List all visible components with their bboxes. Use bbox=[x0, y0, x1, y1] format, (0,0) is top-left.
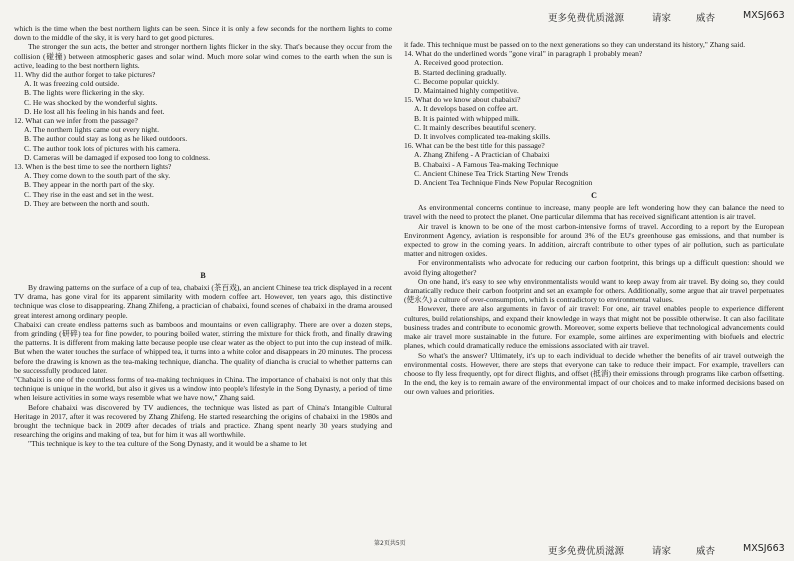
passage-c-paragraph: On one hand, it's easy to see why environmentalists would want to keep away from air travel. By doing so, they could dramatically reduce their carbon footprint and set an example for others. Additionally, some argue that air travel perpetuates (使永久) a culture of over-consumption, which is contradictory to environmental values. bbox=[404, 276, 784, 305]
passage-c-paragraph: As environmental concerns continue to increase, many people are left wondering how they can balance the need to travel with the need to protect the planet. One particular dilemma that has received significant attention is air travel. bbox=[404, 203, 784, 222]
question-option: D. It involves complicated tea-making skills. bbox=[414, 132, 551, 142]
header-watermark-text: 更多免费优质滋源 bbox=[548, 13, 625, 24]
passage-c-paragraph: For environmentalists who advocate for reducing our carbon footprint, this brings up a difficult question: should we avoid flying altogether? bbox=[404, 258, 784, 277]
question-14: 14. What do the underlined words "gone viral" in paragraph 1 probably mean? bbox=[404, 49, 643, 59]
question-option: B. Chabaixi - A Famous Tea-making Technique bbox=[414, 159, 559, 169]
passage-c-paragraph: However, there are also arguments in favor of air travel: For one, air travel enables people to experience different cultures, build relationships, and expand their knowledge in ways that might not be possible otherwise. It can also facilitate business trades and contribute to economic growth. Moreover, some experts believe that technological advancements could make air travel more sustainable in the future. For example, some airlines are experimenting with biofuels and electric planes, which could dramatically reduce the emissions associated with air travel. bbox=[404, 304, 784, 351]
question-option: D. Ancient Tea Technique Finds New Popular Recognition bbox=[414, 178, 593, 188]
passage-a-paragraph: which is the time when the best northern lights can be seen. Since it is only a few seconds for the northern lights to come down to the middle of the sky, it is very hard to get good pictures. bbox=[14, 24, 392, 43]
question-option: C. It mainly describes beautiful scenery. bbox=[414, 122, 537, 132]
passage-b-paragraph: Chabaixi can create endless patterns such as bamboos and mountains or even calligraphy. There are over a dozen steps, from grinding (研碎) tea for fine powder, to pouring boiled water, stirring the mixture for thick froth, and finally drawing the patterns. It is different from making latte because people use clear water as the object to put into the cup instead of milk. But when the water touches the surface of whipped tea, it turns into a white color and disappears in 20 minutes. The process before the drawing is known as the tea-making technique, diancha. The quality of diancha is crucial to whether patterns can be successfully produced later. bbox=[14, 319, 392, 375]
question-12: 12. What can we infer from the passage? bbox=[14, 116, 138, 126]
question-option: C. Become popular quickly. bbox=[414, 76, 499, 86]
question-option: A. It develops based on coffee art. bbox=[414, 104, 519, 114]
passage-b-paragraph: "This technique is key to the tea culture of the Song Dynasty, and it would be a shame to let bbox=[28, 439, 307, 449]
footer-watermark-text: 请家 bbox=[652, 546, 672, 557]
question-16: 16. What can be the best title for this passage? bbox=[404, 141, 545, 151]
section-heading-b: B bbox=[200, 271, 206, 280]
question-option: C. Ancient Chinese Tea Trick Starting New Trends bbox=[414, 168, 569, 178]
header-watermark-text: 威杏 bbox=[696, 13, 716, 24]
passage-b-paragraph: By drawing patterns on the surface of a cup of tea, chabaixi (茶百戏), an ancient Chinese tea trick displayed in a recent TV drama, has gone viral for its apparent similarity with modern coffee art. However, ten years ago, this distinctive technique was close to disappearing. Zhang Zhifeng, a practician of chabaixi, found scenes of chabaixi in the drama aroused great interest among ordinary people. bbox=[14, 283, 392, 320]
question-option: D. Cameras will be damaged if exposed too long to coldness. bbox=[24, 152, 211, 162]
passage-c-paragraph: Air travel is known to be one of the most carbon-intensive forms of travel. According to a report by the European Environment Agency, aviation is responsible for around 3% of the EU's greenhouse gas emissions, and that number is expected to grow in the coming years. In addition, aircraft contribute to other types of air pollution, such as particulate matter and nitrogen oxides. bbox=[404, 221, 784, 259]
passage-b-paragraph: Before chabaixi was discovered by TV audiences, the technique was listed as part of China's Intangible Cultural Heritage in 2017, after it was recovered by Zhang Zhifeng. He started researching the origins of chabaixi in the 1980s and brought the technique back in 2009 after decades of trials and practice. Zhang spent nearly 30 years studying and researching the origins and making of tea, but for him it was all worthwhile. bbox=[14, 402, 392, 440]
question-13: 13. When is the best time to see the northern lights? bbox=[14, 162, 172, 172]
question-option: A. Zhang Zhifeng - A Practician of Chabaixi bbox=[414, 150, 550, 160]
header-watermark-text: 请家 bbox=[652, 13, 672, 24]
page-number: 第2页共5页 bbox=[374, 540, 406, 547]
question-option: C. They rise in the east and set in the west. bbox=[24, 189, 154, 199]
question-option: A. The northern lights came out every night. bbox=[24, 125, 160, 135]
footer-watermark-text: 更多免费优质滋源 bbox=[548, 546, 625, 557]
question-option: D. Maintained highly competitive. bbox=[414, 86, 519, 96]
question-option: A. Received good protection. bbox=[414, 58, 504, 68]
question-option: D. He lost all his feeling in his hands and feet. bbox=[24, 106, 165, 116]
passage-b-paragraph: "Chabaixi is one of the countless forms of tea-making techniques in China. The importance of chabaixi is not only that this technique is unique in the world, but also it gives us a window into people's lifestyle in the Song Dynasty, a period of time when leisure activities in some ways resemble what we have now," Zhang said. bbox=[14, 375, 392, 403]
section-heading-c: C bbox=[591, 191, 597, 201]
left-column bbox=[14, 24, 392, 208]
question-option: B. Started declining gradually. bbox=[414, 67, 507, 77]
passage-a-paragraph: The stronger the sun acts, the better and stronger northern lights flicker in the sky. That's because they occur from the collision (碰撞) between atmospheric gases and solar wind. Much more solar wind comes to the earth when the sun is active, leading to the best northern lights. bbox=[14, 42, 392, 70]
passage-c-paragraph: So what's the answer? Ultimately, it's up to each individual to decide whether the benefits of air travel outweigh the environmental costs. However, there are steps that everyone can take to reduce their impact. For example, travellers can choose to fly less frequently, opt for direct flights, and offset (抵消) their emissions through programs like carbon offsetting. In the end, the key is to remain aware of the environmental impact of our choices and to make informed decisions based on our own values and priorities. bbox=[404, 350, 784, 397]
question-option: A. It was freezing cold outside. bbox=[24, 79, 120, 89]
question-option: B. The lights were flickering in the sky. bbox=[24, 88, 145, 98]
question-option: B. The author could stay as long as he liked outdoors. bbox=[24, 134, 188, 144]
footer-watermark-text: 威杏 bbox=[696, 546, 716, 557]
question-option: A. They come down to the south part of the sky. bbox=[24, 171, 171, 181]
question-15: 15. What do we know about chabaixi? bbox=[404, 95, 521, 105]
question-option: C. He was shocked by the wonderful sights. bbox=[24, 97, 158, 107]
passage-b bbox=[14, 268, 392, 449]
question-option: B. They appear in the north part of the sky. bbox=[24, 180, 155, 190]
header-code: MXSJ663 bbox=[743, 10, 785, 21]
question-option: C. The author took lots of pictures with his camera. bbox=[24, 143, 181, 153]
question-option: D. They are between the north and south. bbox=[24, 198, 150, 208]
question-option: B. It is painted with whipped milk. bbox=[414, 113, 520, 123]
passage-b-paragraph: it fade. This technique must be passed on to the next generations so they can understand its history," Zhang said. bbox=[404, 40, 746, 49]
footer-code: MXSJ663 bbox=[743, 543, 785, 554]
right-column bbox=[404, 40, 784, 397]
question-11: 11. Why did the author forget to take pictures? bbox=[14, 70, 156, 80]
